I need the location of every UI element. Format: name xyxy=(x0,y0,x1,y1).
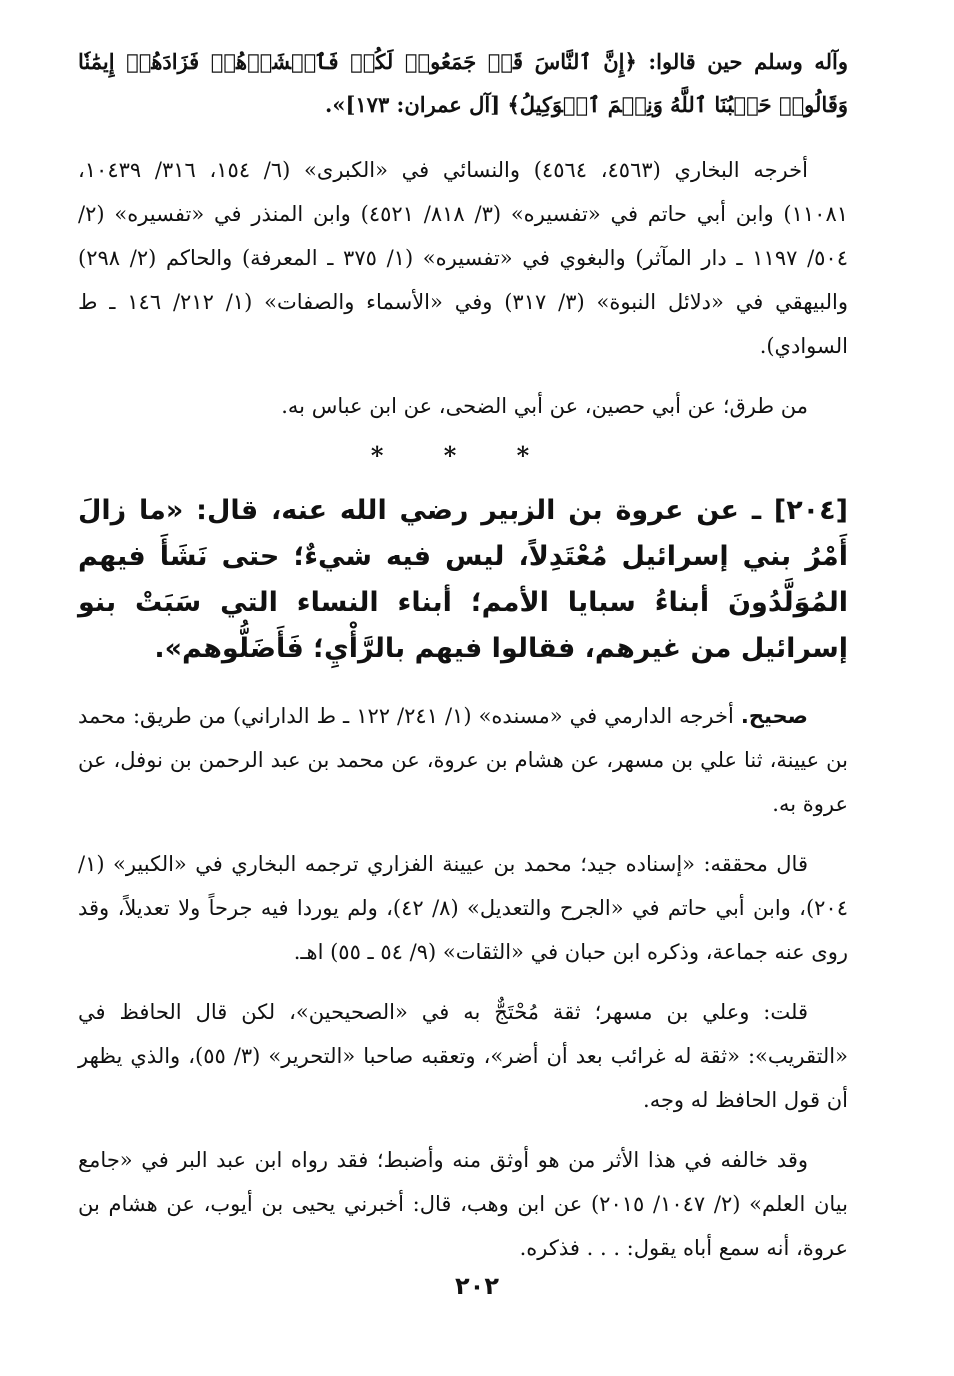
hadith-204-text: [٢٠٤] ـ عن عروة بن الزبير رضي الله عنه، قال: «ما زالَ أَمْرُ بني إسرائيل مُعْتَدِلاً، ليس فيه شيءٌ؛ حتى نَشَأَ فيهم المُوَلَّدُونَ أبناءُ سبايا الأمم؛ أبناء النساء التي سَبَتْ بنو إسرائيل من غيرهم، فقالوا فيهم بالرَّأْيِ؛ فَأَضَلُّوهم». xyxy=(78,495,848,664)
takhrij-2-text: أخرجه الدارمي في «مسنده» (١/ ٢٤١/ ١٢٢ ـ ط الداراني) من طريق: محمد بن عيينة، ثنا علي بن مسهر، عن هشام بن عروة، عن محمد بن عبد الرحمن بن نوفل، عن عروة به. xyxy=(78,704,848,816)
verse-line-1: وآله وسلم حين قالوا: ﴿إِنَّ ٱلنَّاسَ قَدۡ جَمَعُوا۟ لَكُمۡ فَٱخۡشَوۡهُمۡ فَزَادَهُمۡ إِيمَٰنٗا وَقَالُوا۟ xyxy=(78,49,848,117)
takhrij-paragraph-2 xyxy=(78,694,848,826)
muhaqqiq-paragraph: قال محققه: «إسناده جيد؛ محمد بن عيينة الفزاري ترجمه البخاري في «الكبير» (١/ ٢٠٤)، وابن أبي حاتم في «الجرح والتعديل» (٨/ ٤٢)، ولم يوردا فيه جرحاً ولا تعديلاً، وقد روى عنه جماعة، وذكره ابن حبان في «الثقات» (٩/ ٥٤ ـ ٥٥) اهـ. xyxy=(78,852,848,964)
grade-label: صحيح. xyxy=(740,704,808,728)
qultu-paragraph: قلت: وعلي بن مسهر؛ ثقة مُحْتَجٌّ به في «الصحيحين»، لكن قال الحافظ في «التقريب»: «ثقة له غرائب بعد أن أضر»، وتعقبه صاحبا «التحرير» (٣/ ٥٥)، والذي يظهر أن قول الحافظ له وجه. xyxy=(78,1000,848,1112)
turuq-paragraph: من طرق؛ عن أبي حصين، عن أبي الضحى، عن ابن عباس به. xyxy=(281,394,808,418)
takhrij-paragraph-1: أخرجه البخاري (٤٥٦٣، ٤٥٦٤) والنسائي في «الكبرى» (٦/ ١٥٤، ٣١٦/ ١٠٤٣٩، ١١٠٨١) وابن أبي حاتم في «تفسيره» (٣/ ٨١٨/ ٤٥٢١) وابن المنذر في «تفسيره» (٢/ ٥٠٤/ ١١٩٧ ـ دار المآثر) والبغوي في «تفسيره» (١/ ٣٧٥ ـ المعرفة) والحاكم (٢/ ٢٩٨) والبيهقي في «دلائل النبوة» (٣/ ٣١٧) وفي «الأسماء والصفات» (١/ ٢١٢/ ١٤٦ ـ ط السوادي). xyxy=(78,158,849,358)
khalafahu-paragraph: وقد خالفه في هذا الأثر من هو أوثق منه وأضبط؛ فقد رواه ابن عبد البر في «جامع بيان العلم» (٢/ ١٠٤٧/ ٢٠١٥) عن ابن وهب، قال: أخبرني يحيى بن أيوب، عن هشام بن عروة، أنه سمع أباه يقول: . . . فذكره. xyxy=(78,1148,848,1260)
page-body xyxy=(78,40,848,1270)
page-number: ٢٠٢ xyxy=(455,1272,499,1300)
section-separator: * * * xyxy=(370,441,556,470)
verse-continuation xyxy=(78,40,848,126)
verse-line-2: حَسۡبُنَا ٱللَّهُ وَنِعۡمَ ٱلۡوَكِيلُ﴾ [آل عمران: ١٧٣]». xyxy=(325,92,772,117)
